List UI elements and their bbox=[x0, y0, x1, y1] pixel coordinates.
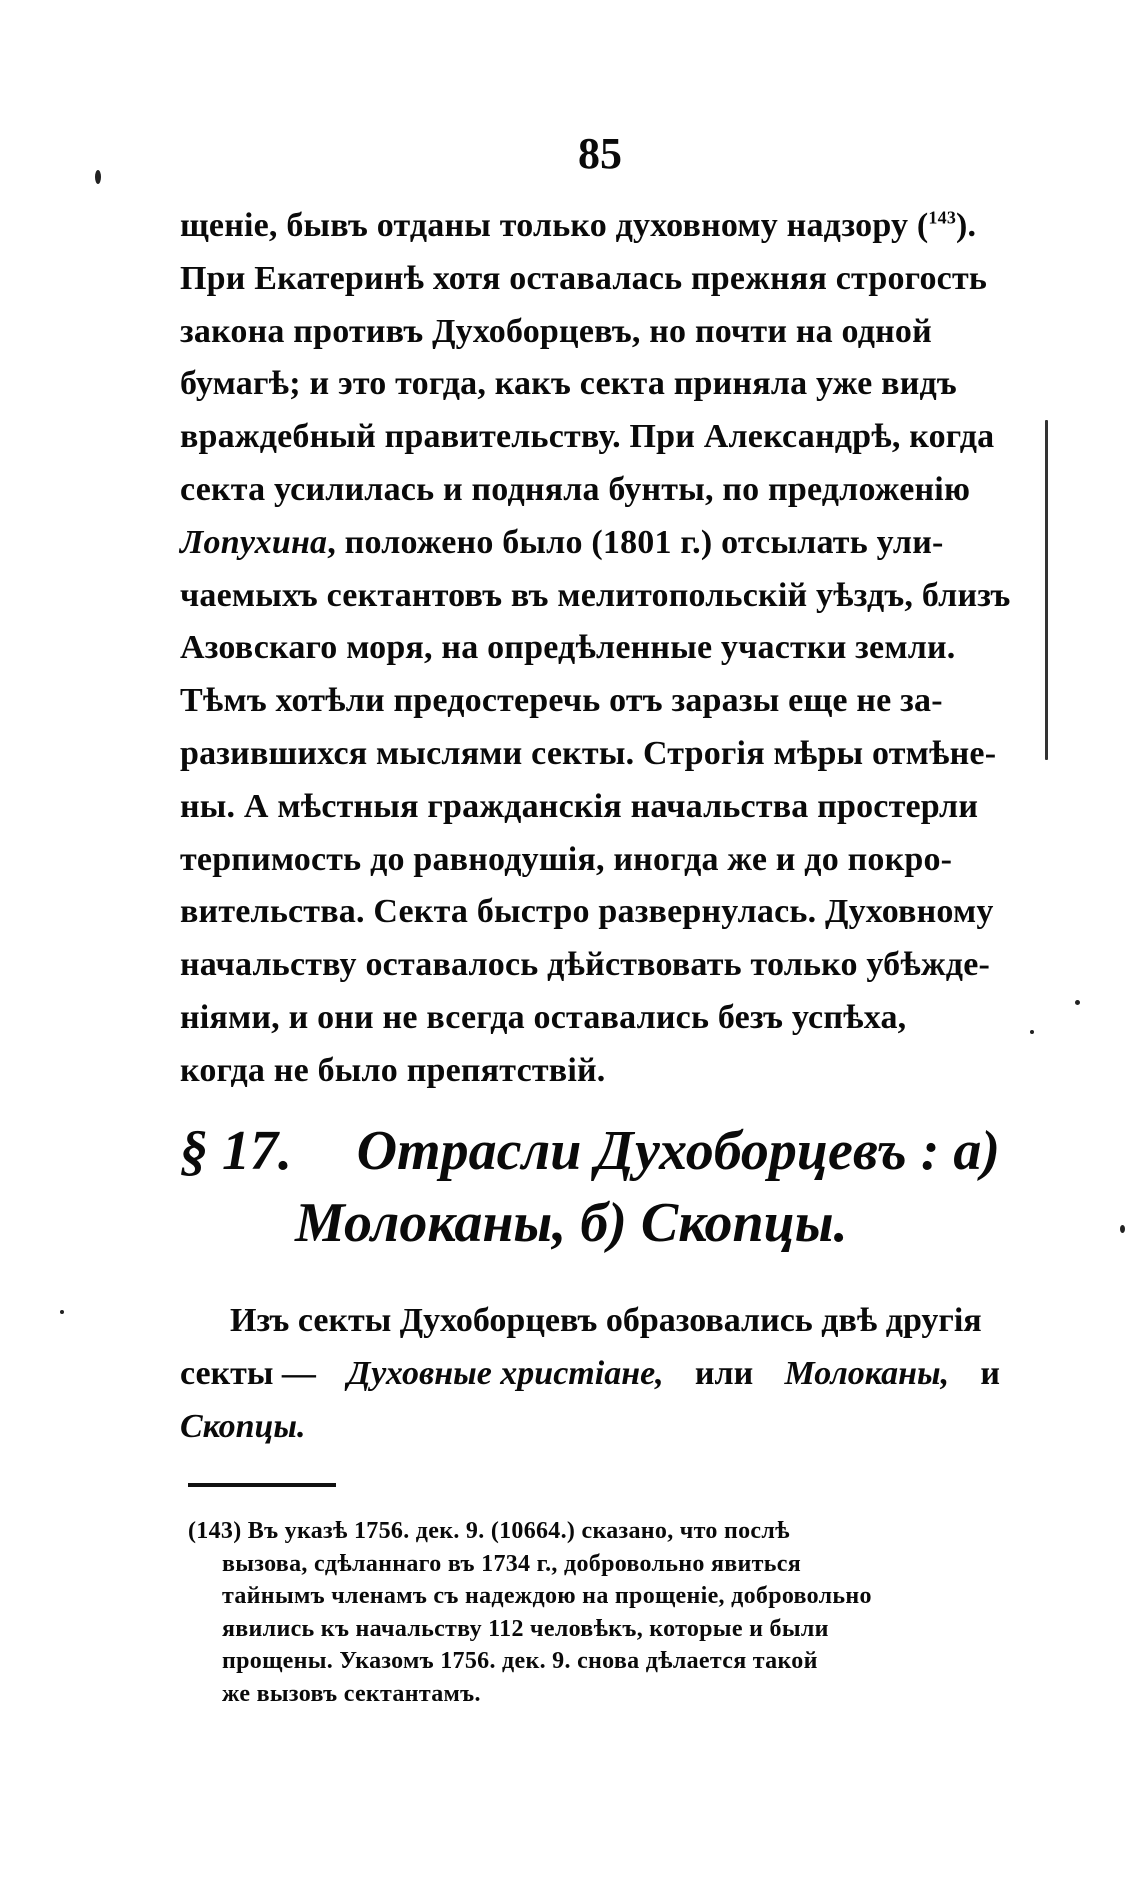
intro-text: и bbox=[980, 1354, 1000, 1392]
footnote-separator bbox=[188, 1483, 336, 1487]
text-line: чаемыхъ сектантовъ въ мелитопольскій уѣздъ, близъ bbox=[180, 576, 1011, 614]
text-line: разившихся мыслями секты. Строгія мѣры отмѣне- bbox=[180, 734, 997, 772]
intro-line: Изъ секты Духоборцевъ образовались двѣ другія bbox=[230, 1302, 982, 1339]
term-skoptsy: Скопцы. bbox=[180, 1407, 306, 1445]
intro-text: или bbox=[694, 1354, 754, 1392]
text-line: вительства. Секта быстро развернулась. Духовному bbox=[180, 893, 994, 931]
heading-line-1 bbox=[180, 1115, 1000, 1187]
text-line: закона противъ Духоборцевъ, но почти на одной bbox=[180, 312, 932, 350]
footnote-line: же вызовъ сектантамъ. bbox=[222, 1680, 481, 1707]
footnote-line: явились къ начальству 112 человѣкъ, которые и были bbox=[222, 1615, 829, 1642]
text-line: терпимость до равнодушія, иногда же и до покро- bbox=[180, 840, 953, 878]
footnote-line: вызова, сдѣланнаго въ 1734 г., добровольно явиться bbox=[222, 1550, 801, 1577]
text-line: секта усилилась и подняла бунты, по предложенію bbox=[180, 470, 971, 508]
intro-paragraph bbox=[180, 1295, 1000, 1453]
section-title: Отрасли Духоборцевъ : а) bbox=[356, 1120, 1000, 1182]
scan-speck bbox=[95, 170, 101, 184]
text-line: При Екатеринѣ хотя оставалась прежняя строгость bbox=[180, 259, 988, 297]
scan-speck bbox=[1075, 1000, 1080, 1005]
text-line: начальству оставалось дѣйствовать только убѣжде- bbox=[180, 946, 991, 984]
text-line: когда не было препятствій. bbox=[180, 1051, 606, 1089]
text-line-rest: , положено было (1801 г.) отсылать ули- bbox=[327, 523, 944, 561]
intro-line-2 bbox=[180, 1348, 1000, 1401]
text-line-lopukhin bbox=[180, 517, 1000, 570]
text-line: враждебный правительству. При Александрѣ, когда bbox=[180, 418, 995, 456]
text-line: ніями, и они не всегда оставались безъ успѣха, bbox=[180, 998, 907, 1036]
heading-line-2: Молоканы, б) Скопцы. bbox=[295, 1192, 848, 1254]
section-heading bbox=[180, 1115, 1000, 1259]
scan-speck bbox=[60, 1310, 64, 1314]
term-spiritual-christians: Духовные христіане, bbox=[347, 1354, 664, 1392]
footnote-line: (143) Въ указѣ 1756. дек. 9. (10664.) сказано, что послѣ bbox=[188, 1518, 790, 1544]
intro-text: секты — bbox=[180, 1354, 316, 1392]
intro-line-3 bbox=[180, 1401, 1000, 1454]
footnote-reference: 143 bbox=[928, 207, 957, 228]
footnote bbox=[188, 1515, 998, 1710]
term-molokans: Молоканы, bbox=[784, 1354, 950, 1392]
text-line bbox=[180, 200, 1000, 253]
scan-speck bbox=[1120, 1225, 1125, 1233]
footnote-line: тайнымъ членамъ съ надеждою на прощеніе, добровольно bbox=[222, 1583, 872, 1609]
scan-speck bbox=[1045, 420, 1048, 760]
text-line: бумагѣ; и это тогда, какъ секта приняла уже видъ bbox=[180, 365, 957, 403]
text-line-start: щеніе, бывъ отданы только духовному надзору ($^{143}$). bbox=[180, 207, 977, 244]
text-line: Тѣмъ хотѣли предостеречь отъ заразы еще не за- bbox=[180, 682, 943, 720]
text-line: Азовскаго моря, на опредѣленные участки земли. bbox=[180, 629, 956, 667]
name-lopukhin: Лопухина bbox=[180, 523, 328, 561]
text-line: ны. А мѣстныя гражданскія начальства простерли bbox=[180, 787, 979, 825]
footnote-line: прощены. Указомъ 1756. дек. 9. снова дѣлается такой bbox=[222, 1648, 818, 1674]
page-number: 85 bbox=[578, 129, 622, 178]
scan-speck bbox=[1030, 1030, 1034, 1034]
body-paragraph bbox=[180, 200, 1011, 1098]
section-number: § 17. bbox=[180, 1120, 292, 1182]
